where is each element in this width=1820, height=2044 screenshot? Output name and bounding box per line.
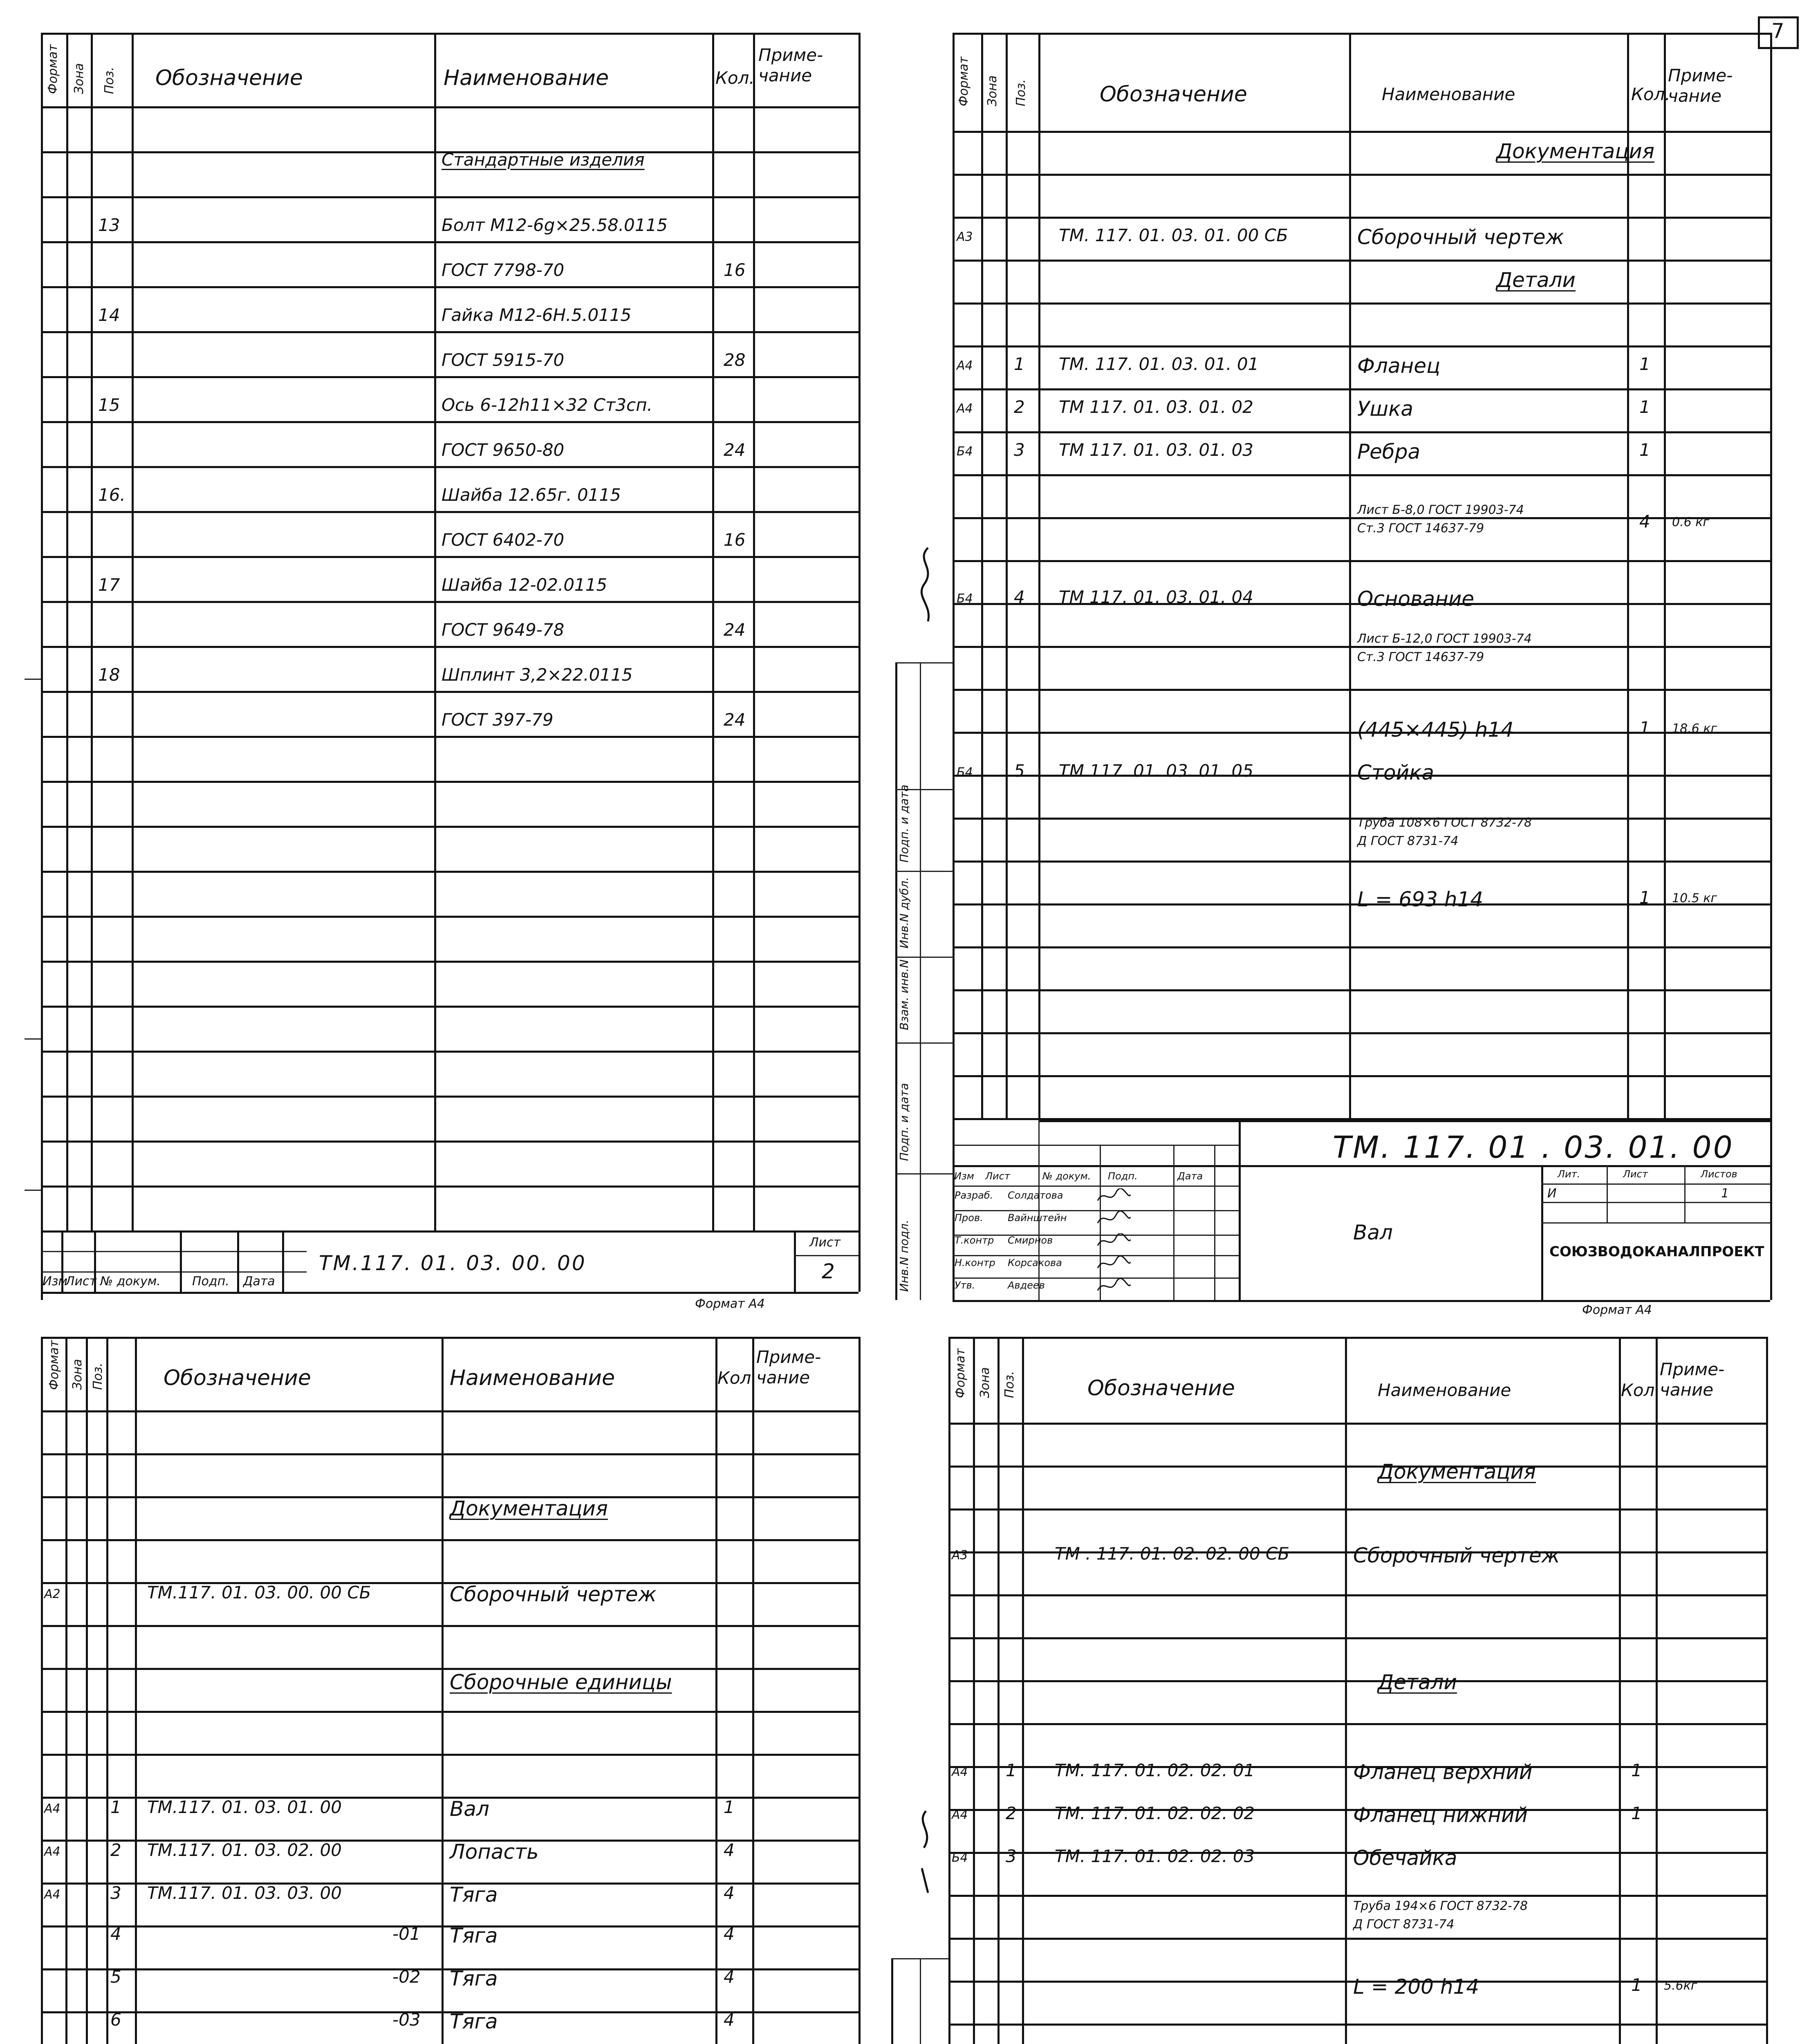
row-name: Сборочный чертеж bbox=[1357, 225, 1564, 249]
row-name: ГОСТ 397-79 bbox=[442, 710, 554, 730]
row-qty: 28 bbox=[724, 350, 746, 370]
row-name: Детали bbox=[1496, 268, 1576, 292]
hdr-qty: Кол. bbox=[1621, 1380, 1660, 1400]
row-format: Б4 bbox=[957, 592, 973, 606]
margin-squiggle bbox=[912, 544, 944, 625]
sheet-bottom-left bbox=[0, 1329, 899, 2044]
row-name: L = 200 h14 bbox=[1353, 1975, 1479, 1999]
row-pos: 18 bbox=[98, 665, 120, 685]
row-designation: ТМ 117. 01. 03. 01. 05 bbox=[1059, 761, 1253, 781]
stamp-title: Вал bbox=[1353, 1221, 1393, 1244]
hdr-pos: Поз. bbox=[91, 1363, 105, 1390]
stamp-list-label: Лист bbox=[809, 1235, 841, 1250]
stamp-data: Дата bbox=[1177, 1170, 1203, 1182]
row-format: Б4 bbox=[957, 444, 973, 459]
hdr-designation: Обозначение bbox=[164, 1366, 311, 1390]
row-name: Лист Б-8,0 ГОСТ 19903-74 Ст.3 ГОСТ 14637-79 bbox=[1357, 503, 1524, 536]
row-format: А4 bbox=[44, 1887, 61, 1902]
row-name: Труба 108×6 ГОСТ 8732-78 Д ГОСТ 8731-74 bbox=[1357, 816, 1532, 848]
row-name: Сборочные единицы bbox=[450, 1670, 672, 1694]
row-format: А3 bbox=[952, 1548, 968, 1562]
row-qty: 1 bbox=[1631, 1803, 1642, 1823]
side-label: Подп. и дата bbox=[897, 784, 911, 863]
hdr-name: Наименование bbox=[1382, 84, 1515, 104]
row-qty: 1 bbox=[1631, 1760, 1642, 1780]
sheet-top-right bbox=[897, 0, 1820, 1333]
side-label: Инв.N дубл. bbox=[897, 877, 911, 948]
row-note: 0.6 кг bbox=[1672, 515, 1710, 529]
row-name: Обечайка bbox=[1353, 1846, 1457, 1870]
row-name: Лист Б-12,0 ГОСТ 19903-74 Ст.3 ГОСТ 14637-79 bbox=[1357, 632, 1532, 664]
row-designation: ТМ. 117. 01. 02. 02. 03 bbox=[1055, 1846, 1255, 1866]
row-designation: ТМ.117. 01. 03. 00. 00 СБ bbox=[147, 1582, 371, 1602]
row-name: Вал bbox=[450, 1797, 489, 1821]
stamp-ndoc: № докум. bbox=[100, 1274, 161, 1289]
row-name: L = 693 h14 bbox=[1357, 888, 1484, 911]
margin-squiggle bbox=[910, 1807, 942, 1897]
row-pos: 1 bbox=[110, 1797, 121, 1817]
stamp-list: Лист bbox=[65, 1274, 97, 1289]
signature bbox=[1096, 1211, 1132, 1227]
hdr-note: Приме- чание bbox=[756, 1347, 821, 1388]
stamp-sheets-label: Листов bbox=[1701, 1168, 1737, 1180]
hdr-designation: Обозначение bbox=[1087, 1376, 1235, 1401]
row-pos: 1 bbox=[1006, 1760, 1017, 1780]
hdr-name: Наименование bbox=[1378, 1380, 1511, 1400]
row-name: Шайба 12.65г. 0115 bbox=[442, 485, 621, 505]
hdr-note: Приме- чание bbox=[758, 45, 823, 86]
row-name: Фланец верхний bbox=[1353, 1760, 1533, 1784]
hdr-zone: Зона bbox=[70, 1359, 85, 1390]
hdr-format: Формат bbox=[47, 1340, 61, 1390]
row-pos: 17 bbox=[98, 575, 120, 595]
stamp-code: ТМ.117. 01. 03. 00. 00 bbox=[319, 1251, 587, 1275]
stamp-izm: Изм bbox=[43, 1274, 68, 1289]
row-format: А4 bbox=[952, 1808, 968, 1822]
row-name: Стандартные изделия bbox=[442, 150, 645, 170]
row-pos: 14 bbox=[98, 305, 120, 325]
row-pos: 15 bbox=[98, 395, 120, 415]
format-label: Формат А4 bbox=[695, 1297, 765, 1311]
hdr-format: Формат bbox=[46, 44, 60, 94]
row-pos: 2 bbox=[110, 1840, 121, 1860]
row-designation: -03 bbox=[392, 2010, 421, 2030]
stamp-lit-label: Лит. bbox=[1558, 1168, 1580, 1180]
row-qty: 1 bbox=[1631, 1975, 1642, 1995]
row-name: Сборочный чертеж bbox=[1353, 1544, 1560, 1567]
row-qty: 4 bbox=[724, 1967, 735, 1987]
row-name: Ушка bbox=[1357, 397, 1414, 421]
row-pos: 2 bbox=[1014, 397, 1025, 417]
row-qty: 16 bbox=[724, 260, 746, 280]
hdr-name: Наименование bbox=[444, 66, 609, 90]
row-designation: ТМ . 117. 01. 02. 02. 00 СБ bbox=[1055, 1544, 1290, 1564]
sheet-bottom-right bbox=[903, 1329, 1820, 2044]
row-qty: 24 bbox=[724, 440, 746, 460]
hdr-note: Приме- чание bbox=[1660, 1359, 1725, 1400]
row-format: А4 bbox=[44, 1802, 61, 1816]
row-name: ГОСТ 5915-70 bbox=[442, 350, 565, 370]
row-qty: 4 bbox=[724, 1883, 735, 1903]
row-designation: -02 bbox=[392, 1967, 421, 1987]
stamp-person: Солдатова bbox=[1008, 1190, 1063, 1201]
row-name: Документация bbox=[1378, 1460, 1536, 1484]
row-name: Тяга bbox=[450, 2010, 498, 2033]
row-designation: ТМ 117. 01. 03. 01. 04 bbox=[1059, 587, 1253, 607]
stamp-org: СОЮЗВОДОКАНАЛПРОЕКТ bbox=[1549, 1244, 1764, 1260]
row-designation: ТМ 117. 01. 03. 01. 02 bbox=[1059, 397, 1253, 417]
sheet-top-left bbox=[0, 0, 899, 1333]
hdr-qty: Кол. bbox=[715, 68, 755, 88]
row-name: Сборочный чертеж bbox=[450, 1582, 657, 1606]
row-name: Болт М12-6g×25.58.0115 bbox=[442, 215, 668, 235]
row-designation: -01 bbox=[392, 1924, 421, 1944]
row-name: Шайба 12-02.0115 bbox=[442, 575, 607, 595]
signature bbox=[1096, 1256, 1132, 1272]
stamp-role: Разраб. bbox=[955, 1190, 993, 1201]
row-qty: 1 bbox=[1639, 440, 1650, 460]
hdr-qty: Кол. bbox=[1631, 84, 1670, 104]
row-note: 18.6 кг bbox=[1672, 722, 1717, 736]
stamp-podp: Подп. bbox=[1108, 1170, 1138, 1182]
row-pos: 5 bbox=[110, 1967, 121, 1987]
row-name: Тяга bbox=[450, 1967, 498, 1990]
stamp-izm: Изм bbox=[954, 1170, 974, 1182]
row-format: А3 bbox=[957, 230, 973, 244]
row-pos: 3 bbox=[110, 1883, 121, 1903]
row-name: Гайка М12-6Н.5.0115 bbox=[442, 305, 632, 325]
stamp-list-value: 2 bbox=[822, 1260, 835, 1283]
row-designation: ТМ. 117. 01. 03. 01. 00 СБ bbox=[1059, 225, 1288, 245]
row-pos: 13 bbox=[98, 215, 120, 235]
row-qty: 24 bbox=[724, 710, 746, 730]
row-name: Стойка bbox=[1357, 761, 1434, 784]
row-designation: ТМ.117. 01. 03. 03. 00 bbox=[147, 1883, 342, 1903]
row-format: Б4 bbox=[952, 1851, 968, 1865]
stamp-ndoc: № докум. bbox=[1042, 1170, 1091, 1182]
row-qty: 4 bbox=[1639, 511, 1650, 531]
row-designation: ТМ.117. 01. 03. 01. 00 bbox=[147, 1797, 342, 1817]
side-label: Взам. инв.N bbox=[897, 959, 911, 1030]
row-designation: ТМ. 117. 01. 03. 01. 01 bbox=[1059, 354, 1259, 374]
hdr-note: Приме- чание bbox=[1668, 65, 1733, 106]
row-qty: 1 bbox=[724, 1797, 735, 1817]
row-pos: 16. bbox=[98, 485, 126, 505]
row-format: Б4 bbox=[957, 765, 973, 780]
row-name: ГОСТ 7798-70 bbox=[442, 260, 565, 280]
row-name: ГОСТ 9650-80 bbox=[442, 440, 565, 460]
row-note: 5.6кг bbox=[1664, 1979, 1697, 1993]
stamp-podp: Подп. bbox=[192, 1274, 229, 1289]
row-pos: 4 bbox=[1014, 587, 1025, 607]
row-name: ГОСТ 9649-78 bbox=[442, 620, 565, 640]
stamp-role: Пров. bbox=[955, 1212, 983, 1224]
row-designation: ТМ. 117. 01. 02. 02. 01 bbox=[1055, 1760, 1255, 1780]
row-designation: ТМ 117. 01. 03. 01. 03 bbox=[1059, 440, 1253, 460]
stamp-lit: И bbox=[1547, 1186, 1557, 1201]
row-pos: 3 bbox=[1006, 1846, 1017, 1866]
signature bbox=[1096, 1233, 1132, 1250]
row-qty: 16 bbox=[724, 530, 746, 550]
row-designation: ТМ. 117. 01. 02. 02. 02 bbox=[1055, 1803, 1255, 1823]
row-pos: 1 bbox=[1014, 354, 1025, 374]
row-name: Труба 194×6 ГОСТ 8732-78 Д ГОСТ 8731-74 bbox=[1353, 1899, 1528, 1932]
row-name: Основание bbox=[1357, 587, 1475, 611]
hdr-qty: Кол. bbox=[717, 1368, 757, 1388]
stamp-list: Лист bbox=[985, 1170, 1010, 1182]
hdr-zone: Зона bbox=[978, 1367, 992, 1398]
hdr-zone: Зона bbox=[985, 75, 1000, 106]
row-pos: 5 bbox=[1014, 761, 1025, 781]
row-name: Документация bbox=[1496, 139, 1654, 163]
row-qty: 4 bbox=[724, 2010, 735, 2030]
hdr-format: Формат bbox=[957, 56, 971, 106]
stamp-person: Вайнштейн bbox=[1008, 1212, 1067, 1224]
row-qty: 4 bbox=[724, 1924, 735, 1944]
stamp-person: Авдеев bbox=[1008, 1280, 1045, 1291]
hdr-designation: Обозначение bbox=[1100, 82, 1247, 107]
stamp-role: Т.контр bbox=[955, 1235, 994, 1246]
row-format: А4 bbox=[957, 401, 973, 416]
stamp-code: ТМ. 117. 01 . 03. 01. 00 bbox=[1333, 1130, 1734, 1165]
stamp-sheet-label: Лист bbox=[1623, 1168, 1648, 1180]
row-name: Фланец нижний bbox=[1353, 1803, 1528, 1827]
side-label: Инв.N подл. bbox=[897, 1219, 911, 1292]
hdr-name: Наименование bbox=[450, 1366, 615, 1390]
row-format: А4 bbox=[44, 1845, 61, 1859]
hdr-pos: Поз. bbox=[102, 67, 117, 94]
row-name: ГОСТ 6402-70 bbox=[442, 530, 565, 550]
hdr-pos: Поз. bbox=[1002, 1371, 1017, 1398]
row-qty: 1 bbox=[1639, 888, 1650, 908]
row-designation: ТМ.117. 01. 03. 02. 00 bbox=[147, 1840, 342, 1860]
row-note: 10.5 кг bbox=[1672, 891, 1717, 905]
row-qty: 4 bbox=[724, 1840, 735, 1860]
stamp-person: Корсакова bbox=[1008, 1257, 1062, 1269]
row-name: Ось 6-12h11×32 Ст3сп. bbox=[442, 395, 653, 415]
row-qty: 1 bbox=[1639, 718, 1650, 738]
hdr-zone: Зона bbox=[72, 63, 86, 94]
row-name: Тяга bbox=[450, 1924, 498, 1948]
row-name: Фланец bbox=[1357, 354, 1441, 378]
side-label: Подп. и дата bbox=[897, 1083, 911, 1161]
row-name: Ребра bbox=[1357, 440, 1421, 464]
row-name: Тяга bbox=[450, 1883, 498, 1907]
row-qty: 24 bbox=[724, 620, 746, 640]
format-label: Формат А4 bbox=[1582, 1303, 1652, 1317]
signature bbox=[1096, 1278, 1132, 1295]
page-number: 7 bbox=[1771, 19, 1784, 43]
signature bbox=[1096, 1188, 1132, 1205]
row-name: Шплинт 3,2×22.0115 bbox=[442, 665, 633, 685]
hdr-designation: Обозначение bbox=[155, 66, 303, 90]
row-format: А4 bbox=[952, 1765, 968, 1779]
row-name: Документация bbox=[450, 1497, 608, 1520]
hdr-pos: Поз. bbox=[1014, 79, 1028, 106]
row-pos: 2 bbox=[1006, 1803, 1017, 1823]
row-name: Детали bbox=[1378, 1670, 1457, 1694]
row-qty: 1 bbox=[1639, 397, 1650, 417]
row-qty: 1 bbox=[1639, 354, 1650, 374]
stamp-person: Смирнов bbox=[1008, 1235, 1053, 1246]
stamp-data: Дата bbox=[243, 1274, 275, 1289]
row-pos: 6 bbox=[110, 2010, 121, 2030]
row-pos: 3 bbox=[1014, 440, 1025, 460]
row-format: А2 bbox=[44, 1587, 61, 1601]
stamp-role: Н.контр bbox=[955, 1257, 995, 1269]
row-name: Лопасть bbox=[450, 1840, 539, 1864]
stamp-role: Утв. bbox=[955, 1280, 975, 1291]
row-name: (445×445) h14 bbox=[1357, 718, 1514, 742]
row-format: А4 bbox=[957, 359, 973, 373]
row-pos: 4 bbox=[110, 1924, 121, 1944]
stamp-sheets: 1 bbox=[1721, 1186, 1729, 1201]
hdr-format: Формат bbox=[953, 1348, 968, 1398]
